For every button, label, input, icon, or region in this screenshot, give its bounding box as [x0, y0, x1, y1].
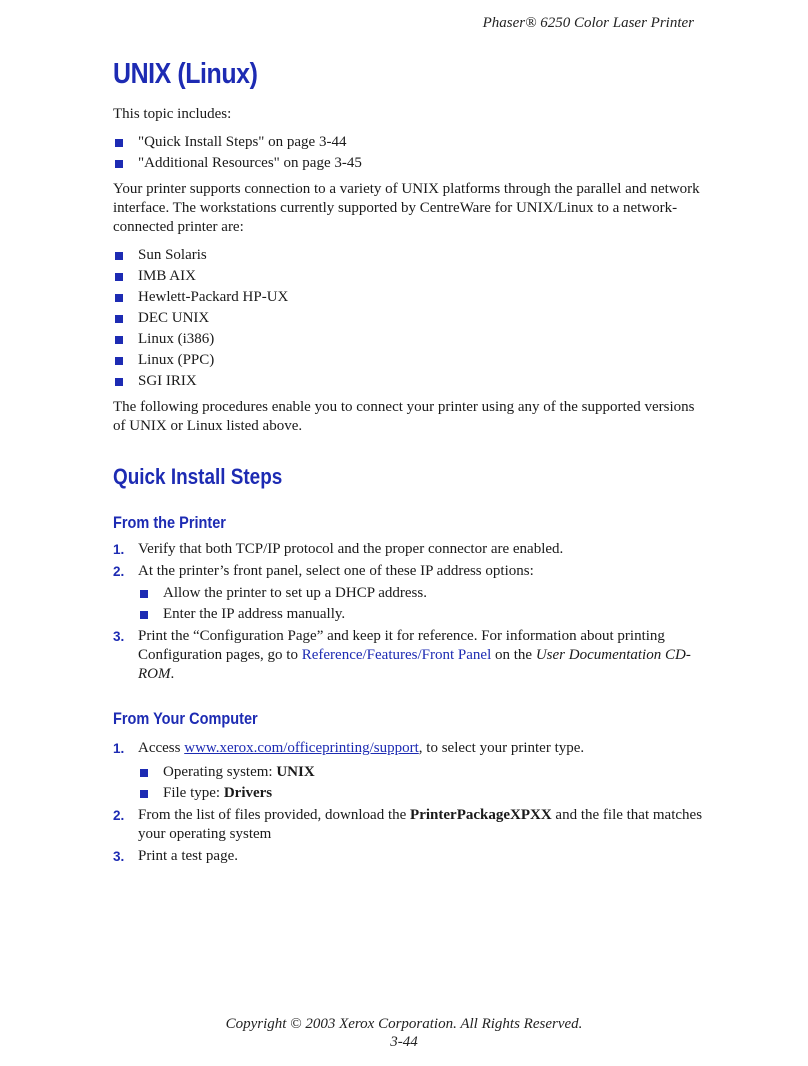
bullet-icon: [140, 611, 148, 619]
bullet-icon: [115, 378, 123, 386]
section-title: UNIX (Linux): [113, 58, 258, 90]
page-number: 3-44: [390, 1034, 418, 1050]
front-panel-link[interactable]: Reference/Features/Front Panel: [301, 647, 492, 663]
list-item: Hewlett-Packard HP-UX: [113, 287, 703, 308]
list-item: Allow the printer to set up a DHCP address.: [138, 583, 703, 604]
step-number: 1.: [113, 542, 125, 557]
step-number: 2.: [113, 808, 125, 823]
list-item: Linux (PPC): [113, 350, 703, 371]
support-url-link[interactable]: www.xerox.com/officeprinting/support: [184, 740, 419, 756]
bullet-icon: [115, 139, 123, 147]
step-item: 1. Access www.xerox.com/officeprinting/support, to select your printer type. Operating system: UNIX File type: Drivers: [113, 739, 703, 804]
list-item: Operating system: UNIX: [138, 762, 703, 783]
list-item[interactable]: "Quick Install Steps" on page 3-44: [113, 132, 703, 153]
step-item: 3. Print a test page.: [113, 848, 238, 864]
list-item: SGI IRIX: [113, 371, 703, 392]
list-item: DEC UNIX: [113, 308, 703, 329]
step-item: 1. Verify that both TCP/IP protocol and the proper connector are enabled.: [113, 541, 564, 557]
step-item: 2. From the list of files provided, download the PrinterPackageXPXX and the file that matches your operating system: [113, 807, 703, 842]
ip-options-list: [138, 583, 703, 625]
bullet-icon: [140, 769, 148, 777]
topic-list: [113, 132, 703, 174]
footer-copyright: Copyright © 2003 Xerox Corporation. All Rights Reserved.: [225, 1016, 583, 1032]
doc-title: User Documentation CD-ROM: [138, 647, 691, 682]
platform-list: [113, 245, 703, 392]
step-number: 3.: [113, 629, 125, 644]
procedures-paragraph: The following procedures enable you to connect your printer using any of the supported versions of UNIX or Linux listed above.: [113, 399, 695, 434]
download-options-list: [138, 762, 703, 804]
list-item: File type: Drivers: [138, 783, 703, 804]
content: [113, 58, 703, 866]
step-number: 2.: [113, 564, 125, 579]
from-computer-heading: From Your Computer: [113, 710, 258, 728]
step-item: 2. At the printer’s front panel, select one of these IP address options: Allow the printer to set up a DHCP address. Enter the IP address manually.: [113, 562, 703, 625]
bullet-icon: [115, 315, 123, 323]
quick-install-heading: Quick Install Steps: [113, 464, 283, 489]
step-number: 3.: [113, 849, 125, 864]
list-item: Enter the IP address manually.: [138, 604, 703, 625]
step-item: 3. Print the “Configuration Page” and keep it for reference. For information about printing Configuration pages, go to Reference/Features/Front Panel on the User Documentation CD-ROM.: [113, 628, 691, 682]
printer-steps: [113, 540, 703, 684]
bullet-icon: [115, 160, 123, 168]
bullet-icon: [115, 336, 123, 344]
bullet-icon: [140, 790, 148, 798]
step-number: 1.: [113, 741, 125, 756]
support-paragraph: Your printer supports connection to a variety of UNIX platforms through the parallel and network interface. The workstations currently supported by CentreWare for UNIX/Linux to a network-connected printer are:: [113, 181, 700, 235]
list-item: IMB AIX: [113, 266, 703, 287]
from-printer-heading: From the Printer: [113, 514, 226, 532]
bullet-icon: [115, 357, 123, 365]
intro-text: This topic includes:: [113, 106, 232, 122]
list-item[interactable]: "Additional Resources" on page 3-45: [113, 153, 703, 174]
bullet-icon: [115, 294, 123, 302]
bullet-icon: [140, 590, 148, 598]
list-item: Linux (i386): [113, 329, 703, 350]
bullet-icon: [115, 252, 123, 260]
bullet-icon: [115, 273, 123, 281]
list-item: Sun Solaris: [113, 245, 703, 266]
computer-steps: [113, 739, 703, 866]
running-header: Phaser® 6250 Color Laser Printer: [482, 15, 694, 31]
